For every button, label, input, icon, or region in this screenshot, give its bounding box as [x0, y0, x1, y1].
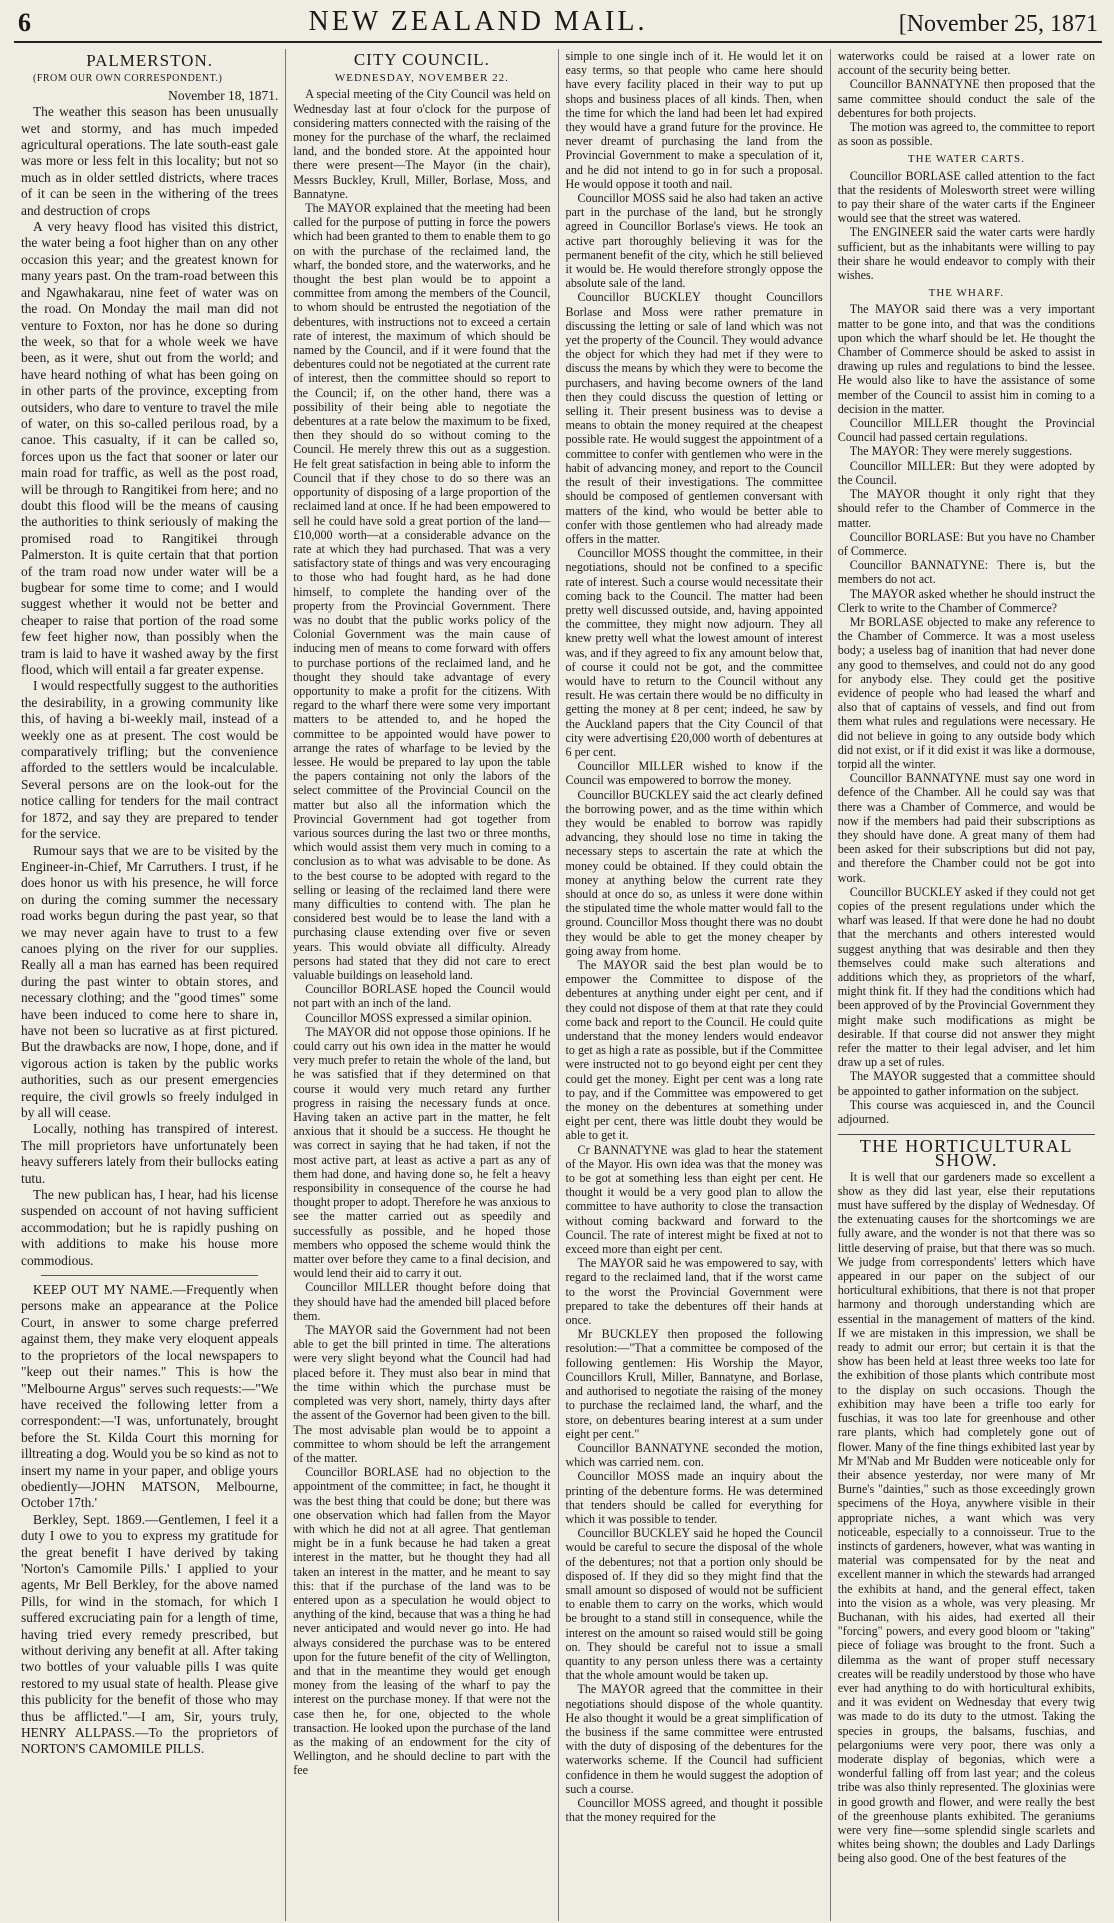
- article-paragraph: Councillor MILLER thought before doing that they should have had the amended bill placed before them.: [293, 1280, 551, 1323]
- advert-paragraph: Berkley, Sept. 1869.—Gentlemen, I feel it a duty I owe to you to express my gratitude for the great benefit I have derived by taking 'Norton's Camomile Pills.' I applied to your agents, Mr Bell Berkley, for the above named Pills, for wind in the stomach, for which I suffered excruciating pain for a length of time, having tried every remedy prescribed, but without deriving any benefit at all. After taking two bottles of your valuable pills I was quite restored to my usual state of health. Please give this publicity for the benefit of those who may thus be afflicted."—I am, Sir, yours truly, HENRY ALLPASS.—To the proprietors of NORTON'S CAMOMILE PILLS.: [21, 1511, 279, 1757]
- article-paragraph: I would respectfully suggest to the authorities the desirability, in a growing community like this, of having a bi-weekly mail, instead of a weekly one as at present. The cost would be comparatively trifling; but the convenience afforded to the settlers would be incalculable. Several persons are on the look-out for the notice calling for tenders for the mail contract for 1872, and say they are prepared to tender for the service.: [21, 678, 279, 842]
- article-paragraph: Councillor MILLER: But they were adopted by the Council.: [837, 458, 1095, 487]
- palmerston-article: [21, 104, 278, 1269]
- article-paragraph: Councillor MILLER wished to know if the Council was empowered to borrow the money.: [565, 759, 823, 788]
- article-paragraph: Councillor BUCKLEY said the act clearly defined the borrowing power, and as the time within which they would be enabled to borrow was rapidly advancing, they should lose no time in taking the necessary steps to ascertain the rate at which the money could be obtained. If they could obtain the money at anything below the current rate they should at once do so, as unless it were done within the stipulated time the whole matter would fall to the ground. Councillor Moss thought there was no doubt they would be able to get the money cheaper by going away from home.: [565, 787, 823, 958]
- article-paragraph: The MAYOR said he was empowered to say, with regard to the reclaimed land, that if the worst came to the worst the Provincial Government were prepared to take the debentures off their hands at once.: [565, 1256, 823, 1328]
- article-paragraph: The MAYOR said there was a very important matter to be gone into, and that was the conditions upon which the wharf should be let. He thought the Chamber of Commerce should be asked to assist in drawing up rules and regulations to bind the lessee. He would also like to have the assistance of some member of the Council to assist him in coming to a decision in the matter.: [837, 302, 1095, 416]
- column-4: [831, 49, 1102, 1921]
- article-paragraph: Mr BORLASE objected to make any reference to the Chamber of Commerce. It was a most useless body; a useless bag of inanition that had never done any good to themselves, and could not do any good for anybody else. They could get the positive evidence of people who had leased the wharf and also that of captains of vessels, and find out from them what rules and regulations were necessary. He did not believe in going to any outside body which did not exist, or if it did exist it was like a dormouse, torpid all the winter.: [837, 614, 1095, 771]
- article-paragraph: The new publican has, I hear, had his license suspended on account of not having sufficient accommodation; but he is rapidly pushing on with additions to make his house more commodious.: [21, 1187, 279, 1268]
- article-paragraph: Councillor MOSS expressed a similar opinion.: [305, 1010, 532, 1025]
- wharf-subheading: THE WHARF.: [928, 287, 1005, 300]
- city-council-article: [293, 87, 550, 1777]
- article-paragraph: The ENGINEER said the water carts were hardly sufficient, but as the inhabitants were willing to pay their share he would endeavor to comply with their wishes.: [837, 225, 1095, 283]
- article-paragraph: Councillor BUCKLEY asked if they could not get copies of the present regulations under which the wharf was leased. If that were done he had no doubt that the merchants and others interested would suggest anything that was desirable and then they themselves could make such alterations and additions which they, as proprietors of the wharf, might think fit. If they had the conditions which had been approved of by the Provincial Government they might make such modifications as might be desirable. If that course did not answer they might refer the matter to their legal adviser, and let him draw up a set of rules.: [837, 884, 1095, 1070]
- article-paragraph: Councillor MOSS thought the committee, in their negotiations, should not be confined to a specific rate of interest. Such a course would necessitate their coming back to the Council. The matter had been pretty well discussed outside, and, having appointed the committee, they might now adjourn. They all knew pretty well what the lowest amount of interest was, and if they agreed to fix any amount below that, of course it could not be got, and the committee would have to return to the Council without any result. He was certain there would be no difficulty in getting the money at 8 per cent; indeed, he saw by the Auckland papers that the City Council of that city were advertising £20,000 worth of debentures at 6 per cent.: [565, 546, 823, 759]
- article-paragraph: The motion was agreed to, the committee to report as soon as possible.: [837, 120, 1095, 149]
- water-carts-subheading: THE WATER CARTS.: [907, 153, 1025, 166]
- article-paragraph: Councillor BORLASE hoped the Council would not part with an inch of the land.: [293, 982, 551, 1011]
- article-paragraph: The MAYOR: They were merely suggestions.: [849, 444, 1073, 459]
- city-council-continued: [566, 49, 823, 1824]
- article-paragraph: Councillor BUCKLEY thought Councillors Borlase and Moss were rather premature in discussing the letting or sale of land which was not yet the property of the Council. They would advance the object for which they had met if they were to discuss the means by which they were to become the purchasers, and having become owners of the land then they could discuss the question of letting or selling it. Their present business was to devise a means to obtain the money required at the cheapest possible rate. He would suggest the appointment of a committee to confer with gentlemen who were in the habit of advancing money, and report to the Council the result of their investigations. The committee should be composed of gentlemen conversant with matters of the kind, who would be better able to confer with those gentlemen who had already made offers in the matter.: [565, 290, 823, 546]
- article-paragraph: The MAYOR thought it only right that they should refer to the Chamber of Commerce in the matter.: [837, 487, 1095, 530]
- column-1: [14, 49, 286, 1921]
- article-paragraph: Councillor BUCKLEY said he hoped the Council would be careful to secure the disposal of the whole of the debentures; not that a portion only should be disposed of. If they did so they might find that the small amount so disposed of would not be sufficient to enable them to carry on the works, which would be brought to a stand still in consequence, while the interest on the amount so raised would still be going on. They should be careful not to issue a small quantity to any person unless there was a certainty that the whole amount would be taken up.: [565, 1526, 823, 1683]
- article-paragraph: Councillor BANNATYNE must say one word in defence of the Chamber. All he could say was that there was a Chamber of Commerce, and would be now if the members had paid their subscriptions as they should have done. A great many of them had been asked for their subscriptions but did not pay, and therefore the Chamber could not be got into work.: [837, 771, 1095, 885]
- article-paragraph: The MAYOR did not oppose those opinions. If he could carry out his own idea in the matter he would very much prefer to retain the whole of the land, but he was satisfied that if they determined on that course it would very much retard any further progress in raising the necessary funds at once. Having taken an active part in the matter, he felt anxious that it should be a success. He thought he was correct in saying that he had taken, if not the most active part, at least as active a part as any of them had done, and having done so, he felt a heavy responsibility in consequence of the course he had thought proper to adopt. Therefore he was anxious to see the matter carried out as speedily and successfully as possible, and he hoped those members who opposed the scheme would think the matter over before they came to a final decision, and would lend their aid to carry it out.: [293, 1024, 551, 1281]
- article-paragraph: The MAYOR said the best plan would be to empower the Committee to dispose of the debentures at anything under eight per cent, and if they could not dispose of them at that rate they could come back and report to the Council. He could quite understand that the money lenders would endeavor to get as high a rate as possible, but if the Committee were instructed not to go beyond eight per cent they could get the money. Eight per cent was a long rate to pay, and if the Committee was empowered to get the money on the debentures at something under eight per cent, there was little doubt they would be able to get it.: [565, 958, 823, 1143]
- article-paragraph: The MAYOR explained that the meeting had been called for the purpose of putting in force the powers which had been granted to them to enable them to go on with the purchase of the reclaimed land, the wharf, the bonded store, and the waterworks, and he thought the best plan would be to appoint a committee from among the members of the Council, to whom should be entrusted the negotiation of the debentures, with instructions not to exceed a certain rate of interest, the maximum of which should be named by the Council, and if it were found that the debentures could not be negotiated at the current rate of interest, then the committee should so report to the Council; if, on the other hand, there was a possibility of their being able to negotiate the debentures at a rate below the maximum to be fixed, then they should do so without coming to the Council. He merely threw this out as a suggestion. He felt great satisfaction in being able to inform the Council that if they chose to do so there was an opportunity of disposing of a large proportion of the reclaimed land at once. If he had been empowered to sell he could have sold a great portion of the land—£10,000 worth—at a considerable advance on the rate at which they had purchased. That was a very satisfactory state of things and was very encouraging to those who had fought hard, as he had done himself, to complete the handing over of the property from the Provincial Government. There was no doubt that the public works policy of the Colonial Government was the main cause of inducing men of means to come forward with offers to purchase portions of the reclaimed land, and he thought they should take advantage of every opportunity to make a profit for the citizens. With regard to the wharf there were some very important matters to be attended to, and he hoped the committee to be appointed would have power to arrange the rates of wharfage to be levied by the lessee. He would be prepared to lay upon the table the papers containing not only the labors of the select committee of the Provincial Council on the matter but also all the information which the Provincial Government had got together from various sources during the last two or three months, which would assist them very much in coming to a conclusion as to what was advisable to be done. As to the best course to be adopted with regard to the selling or leasing of the reclaimed land there were many difficulties to contend with. The plan he considered best would be to lease the land with a purchasing clause extending over five or seven years. This would obviate all difficulty. Already persons had stated that they did not care to erect valuable buildings on leasehold land.: [293, 201, 551, 982]
- article-paragraph: The MAYOR agreed that the committee in their negotiations should dispose of the whole quantity. He also thought it would be a great simplification of the business if the same committee were entrusted with the duty of disposing of the debentures for the waterworks scheme. If the Council had sufficient confidence in them he would suggest the adoption of such a course.: [565, 1682, 823, 1796]
- article-paragraph: Cr BANNATYNE was glad to hear the statement of the Mayor. His own idea was that the money was to be got at something less than eight per cent. He thought it would be a very good plan to allow the committee to have authority to close the transaction without coming backward and forward to the Council. The rate of interest might be fixed at not to exceed more than eight per cent.: [565, 1142, 823, 1257]
- article-paragraph: waterworks could be raised at a lower rate on account of the security being better.: [837, 49, 1095, 78]
- article-paragraph: simple to one single inch of it. He would let it on easy terms, so that people who came here should have every facility placed in their way to put up shops and business places of all kinds. Then, when the time for which the land had been let had expired they would have a grand future for the province. He never dreamt of purchasing the land from the Provincial Government to make a speculation of it, and he did not intend to go in for such a proposal. He would oppose it tooth and nail.: [565, 49, 823, 191]
- article-paragraph: Councillor MOSS agreed, and thought it possible that the money required for the: [565, 1795, 823, 1825]
- article-paragraph: Councillor MOSS made an inquiry about the printing of the debenture forms. He was determined that tenders should be called for everything for which it was possible to tender.: [565, 1469, 823, 1526]
- article-paragraph: Rumour says that we are to be visited by the Engineer-in-Chief, Mr Carruthers. I trust, if he does honor us with his presence, he will force on during the coming summer the necessary road works begun during the past year, so that we may never again have to trust to a few canoes plying on the river for our supplies. Really all a man has earned has been required during the past winter to obtain stores, and necessary clothing; and the "good times" some have been induced to come here to share in, have not been so lucrative as at first pictured. But the drawbacks are now, I hope, done, and if vigorous action is taken by the public works authorities, such as our present emergencies require, the civil growls so freely indulged in by all will cease.: [21, 842, 279, 1120]
- article-paragraph: This course was acquiesced in, and the Council adjourned.: [837, 1097, 1095, 1127]
- article-paragraph: Councillor BANNATYNE then proposed that the same committee should conduct the sale of the debentures for both projects.: [837, 77, 1095, 120]
- article-paragraph: It is well that our gardeners made so excellent a show as they did last year, else their reputations must have suffered by the display of Wednesday. Of the extenuating causes for the shortcomings we are fully aware, and the wonder is not that there was so little deserving of praise, but that there was so much. We judge from correspondents' letters which have appeared in our paper on the subject of our horticultural exhibitions, that there is not that proper harmony and thorough understanding which are essential in the management of matters of the kind. If we are mistaken in this impression, we shall be ready to admit our error; but certain it is that the show has been held at least three weeks too late for the exhibition of those plants which contribute most to the display on such occasions. Though the exhibition may have been a trifle too early for fuschias, it was too late for greenhouse and other rare plants, which had completely gone out of flower. Many of the fine things exhibited last year by Mr M'Nab and Mr Budden were noticeable only for their absence yesterday, nor were many of Mr Burne's "dainties," such as those exceedingly grown specimens of the Hoya, anywhere visible in their appropriate niches, a want which was very noticeable, especially to a connoisseur. True to the instincts of gardeners, however, what was wanting in material was compensated for by the neat and excellent manner in which the stewards had arranged the exhibits at hand, and the general effect, taken into the vision as a whole, was very pleasing. Mr Buchanan, with his aides, had exerted all their "forcing" powers, and every good bloom or "taking" piece of foliage was brought to the front. Such a dilemma as the want of proper stuff necessary creates will be readily understood by those who have ever had anything to do with horticultural exhibits, and it was evident on Wednesday that every twig was made to do its duty to the utmost. Taking the species in groups, the balsams, fuschias, and pelargoniums were very poor, there was only a moderate display of begonias, which were a wonderful falling off from last year; and the coleus tribe was also thinly represented. The gloxinias were in good growth and flower, and were really the best of the greenhouse plants exhibited. The geraniums were very fine—some splendid single scarlets and whites being shown; the doubles and Lady Darlings being also good. One of the best features of the: [837, 1169, 1096, 1866]
- palmerston-heading: PALMERSTON.: [86, 51, 213, 70]
- article-paragraph: Councillor BORLASE called attention to the fact that the residents of Molesworth street were willing to pay their share of the water carts if the Engineer would see that the street was watered.: [837, 168, 1095, 226]
- article-paragraph: The MAYOR asked whether he should instruct the Clerk to write to the Chamber of Commerce?: [837, 586, 1095, 615]
- article-paragraph: Mr BUCKLEY then proposed the following resolution:—"That a committee be composed of the following gentlemen: His Worship the Mayor, Councillors Krull, Miller, Bannatyne, and Borlase, and authorised to negotiate the raising of the money to purchase the reclaimed land, the wharf, and the store, on debentures bearing interest at a sum under eight per cent.": [565, 1327, 823, 1441]
- columns: [14, 49, 1102, 1921]
- article-paragraph: Councillor BORLASE: But you have no Chamber of Commerce.: [837, 529, 1095, 558]
- horticultural-show-heading: THE HORTICULTURAL SHOW.: [838, 1134, 1095, 1167]
- palmerston-date: November 18, 1871.: [168, 87, 279, 103]
- issue-date: [November 25, 1871: [898, 11, 1098, 37]
- column-3: [559, 49, 831, 1921]
- article-paragraph: Councillor BANNATYNE: There is, but the members do not act.: [837, 558, 1095, 587]
- article-paragraph: Councillor BANNATYNE seconded the motion, which was carried nem. con.: [565, 1440, 823, 1470]
- column-2: [286, 49, 558, 1921]
- city-council-continued: [838, 49, 1095, 148]
- article-paragraph: The MAYOR said the Government had not been able to get the bill printed in time. The alterations were very slight beyond what the Council had had placed before it. They must also bear in mind that the time within which the purchase must be completed was very short, namely, thirty days after the assent of the Governor had been given to the bill. The most advisable plan would be to appoint a committee to whom should be left the arrangement of the matter.: [293, 1323, 551, 1465]
- page-number: 6: [18, 8, 31, 37]
- advertisement: [21, 1282, 278, 1758]
- article-paragraph: The MAYOR suggested that a committee should be appointed to gather information on the subject.: [837, 1069, 1095, 1098]
- masthead: [14, 6, 1102, 43]
- article-paragraph: Councillor BORLASE had no objection to the appointment of the committee; in fact, he thought it was the best thing that could be done; but there was one observation which had fallen from the Mayor with which he did not at all agree. That gentleman might be in a funk because he had taken a great interest in the matter, but he thought they had all taken an interest in the matter, and he meant to say this: that if the purchase of the land was to be entered upon as a speculation he would object to anything of the kind, because that was a thing he had never anticipated and would never go into. He had always considered the purchase was to be entered upon for the future benefit of the city of Wellington, and that in the meantime they would get enough money from the leasing of the wharf to pay the interest on the purchase money. If that were not the case then he, for one, objected to the whole transaction. He looked upon the purchase of the land as the making of an endowment for the city of Wellington, and he should decline to part with the fee: [293, 1465, 551, 1778]
- article-paragraph: Locally, nothing has transpired of interest. The mill proprietors have unfortunately been heavy sufferers lately from their bullocks eating tutu.: [21, 1121, 279, 1186]
- newspaper-title: NEW ZEALAND MAIL.: [308, 6, 648, 37]
- city-council-heading: CITY COUNCIL.: [353, 50, 490, 69]
- palmerston-byline: (FROM OUR OWN CORRESPONDENT.): [33, 73, 223, 85]
- article-paragraph: A special meeting of the City Council was held on Wednesday last at four o'clock for the purpose of considering matters connected with the raising of the money for the purchase of the wharf, the reclaimed land, and the bonded store. At the appointed hour there were present—The Mayor (in the chair), Messrs Buckley, Krull, Miller, Borlase, Moss, and Bannatyne.: [293, 87, 551, 201]
- advert-paragraph: KEEP OUT MY NAME.—Frequently when persons make an appearance at the Police Court, in answer to some charge preferred against them, they make very eloquent appeals to the proprietors of the local newspapers to "keep out their names." This is how the "Melbourne Argus" serves such requests:—"We have received the following letter from a correspondent:—'I was, unfortunately, brought before the St. Kilda Court this morning for illtreating a dog. Would you be so kind as not to insert my name in your paper, and oblige yours obediently—JOHN MATSON, Melbourne, October 17th.': [21, 1282, 279, 1511]
- section-divider: [41, 1275, 258, 1276]
- article-paragraph: A very heavy flood has visited this district, the water being a foot higher than on any other occasion this year; and the greatest known for many years past. On the tram-road between this and Ngawhakarau, nine feet of water was on the road. On Monday the mail man did not venture to Foxton, nor has he done so during the week, so that for a whole week we have been, as it were, shut out from the world; and have heard nothing of what has been going on in other parts of the province, excepting from outsiders, who dare to venture to travel the mile of water, on this so-called perilous road, by a canoe. This casualty, if it can be called so, forces upon us the fact that sooner or later our main road for traffic, as well as the post road, will be through to Rangitikei from here; and no doubt this flood will be the means of causing the authorities to think seriously of making the promised road to Rangitikei through Palmerston. It is quite certain that that portion of the tram road now under water will be a bugbear for some time to come; and I would suggest whether it would not be better and cheaper to raise that portion of the road some few feet higher now, than possibly when the tram is laid to have it washed away by the first flood, which will entail a far greater expense.: [21, 219, 279, 678]
- article-paragraph: The weather this season has been unusually wet and stormy, and has much impeded agricultural operations. The late south-east gale was more or less felt in this locality; but not so much as in older settled districts, where traces of it can be seen in the withering of the trees and destruction of crops: [21, 104, 279, 218]
- article-paragraph: Councillor MOSS said he also had taken an active part in the purchase of the land, but he strongly agreed in Councillor Borlase's views. He took an active part thoroughly believing it was for the permanent benefit of the city, which he still believed it would be. He would therefore strongly oppose the absolute sale of the land.: [565, 191, 823, 291]
- city-council-subheading: WEDNESDAY, NOVEMBER 22.: [334, 72, 509, 85]
- article-paragraph: Councillor MILLER thought the Provincial Council had passed certain regulations.: [837, 416, 1095, 445]
